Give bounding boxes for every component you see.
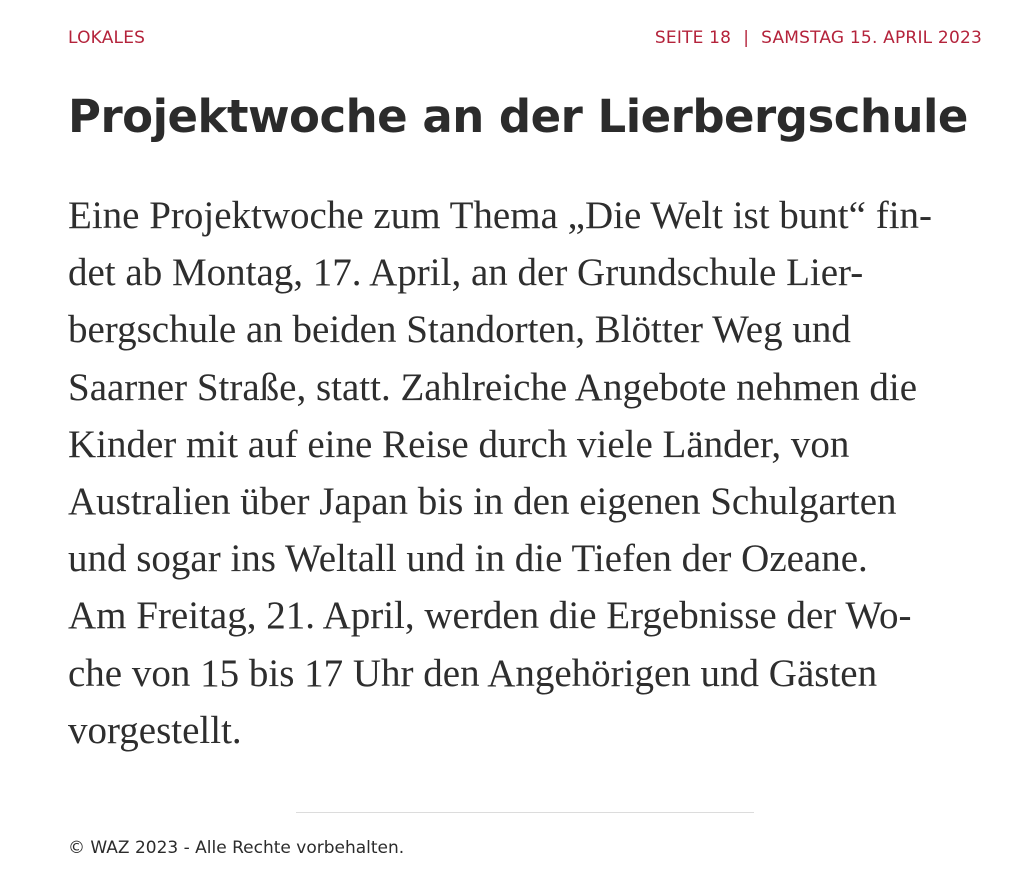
section-label: LOKALES [68,28,146,48]
article-body [68,187,968,759]
body-line: Kinder mit auf eine Reise durch viele Länder, von [68,422,850,466]
page-number: SEITE 18 [654,28,732,48]
body-line: det ab Montag, 17. April, an der Grundschule Lier- [68,251,864,295]
body-line: vorgestellt. [68,708,242,752]
footer-divider [296,812,754,813]
page-header [68,25,982,51]
body-line: Eine Projektwoche zum Thema „Die Welt ist bunt“ fin- [68,194,933,237]
header-separator: | [743,28,750,48]
body-line: Saarner Straße, statt. Zahlreiche Angebote nehmen die [68,365,918,409]
body-line: und sogar ins Weltall und in die Tiefen der Ozeane. [68,537,868,581]
publication-date: SAMSTAG 15. APRIL 2023 [761,28,982,48]
body-line: che von 15 bis 17 Uhr den Angehörigen und Gästen [68,651,878,695]
body-line: bergschule an beiden Standorten, Blötter Weg und [68,308,851,352]
page-info [655,28,982,48]
body-line: Australien über Japan bis in den eigenen Schulgarten [68,479,897,523]
copyright-notice: © WAZ 2023 - Alle Rechte vorbehalten. [68,838,405,858]
article-title: Projektwoche an der Lierbergschule [68,90,968,143]
body-line: Am Freitag, 21. April, werden die Ergebnisse der Wo- [68,594,912,638]
